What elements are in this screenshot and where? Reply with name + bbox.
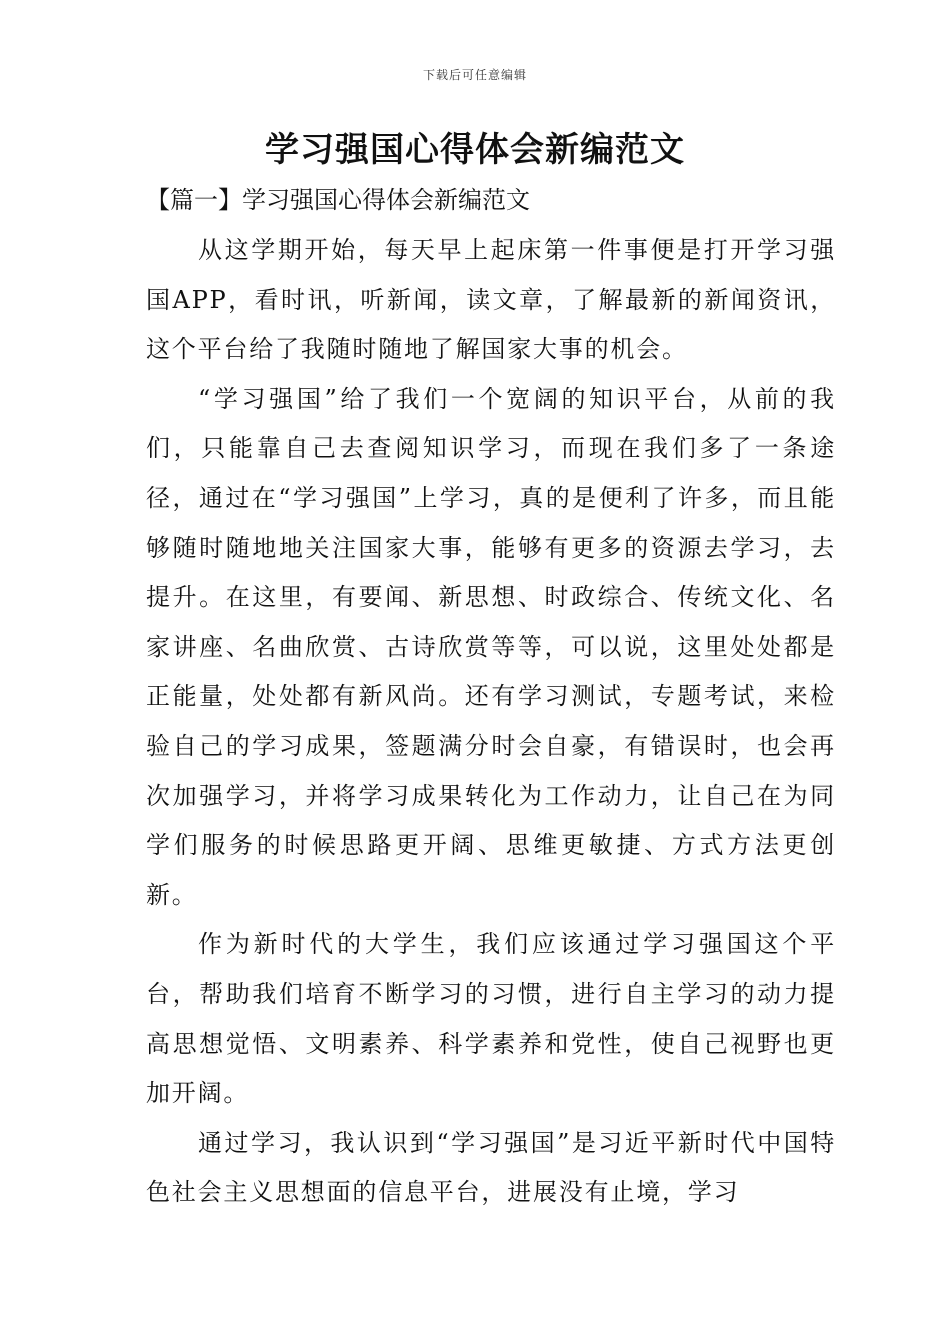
header-note: 下载后可任意编辑 (422, 68, 527, 82)
section-heading: 【篇一】学习强国心得体会新编范文 (146, 186, 530, 214)
paragraph-1: 从这学期开始，每天早上起床第一件事便是打开学习强国APP，看时讯，听新闻，读文章，了解最新的新闻资讯，这个平台给了我随时随地了解国家大事的机会。 (146, 236, 836, 364)
paragraph-4: 通过学习，我认识到“学习强国”是习近平新时代中国特色社会主义思想面的信息平台，进展没有止境，学习 (146, 1128, 836, 1207)
document-title: 学习强国心得体会新编范文 (265, 130, 685, 170)
body-text (146, 226, 836, 1218)
paragraph-2: “学习强国”给了我们一个宽阔的知识平台，从前的我们，只能靠自己去查阅知识学习，而现在我们多了一条途径，通过在“学习强国”上学习，真的是便利了许多，而且能够随时随地地关注国家大事，能够有更多的资源去学习，去提升。在这里，有要闻、新思想、时政综合、传统文化、名家讲座、名曲欣赏、古诗欣赏等等，可以说，这里处处都是正能量，处处都有新风尚。还有学习测试，专题考试，来检验自己的学习成果，签题满分时会自豪，有错误时，也会再次加强学习，并将学习成果转化为工作动力，让自己在为同学们服务的时候思路更开阔、思维更敏捷、方式方法更创新。 (146, 384, 836, 909)
paragraph-3: 作为新时代的大学生，我们应该通过学习强国这个平台，帮助我们培育不断学习的习惯，进行自主学习的动力提高思想觉悟、文明素养、科学素养和党性，使自己视野也更加开阔。 (146, 930, 836, 1108)
